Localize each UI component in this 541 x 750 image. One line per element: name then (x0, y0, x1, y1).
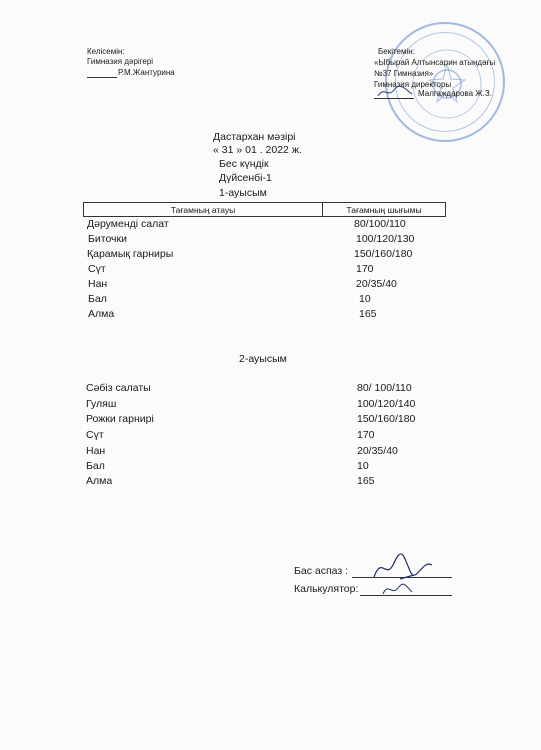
shift2-item-output: 10 (357, 460, 369, 472)
shift2-label: 2-ауысым (239, 353, 287, 365)
shift1-item-name: Қарамық гарниры (87, 248, 174, 260)
shift2-item-name: Алма (86, 475, 113, 487)
doctor-signature-line (87, 77, 117, 78)
shift1-item-name: Алма (88, 308, 115, 320)
menu-date: « 31 » 01 . 2022 ж. (213, 144, 302, 156)
menu-period: Бес күндік (219, 158, 269, 170)
doctor-position: Гимназия дәрігері (87, 57, 154, 66)
shift1-item-name: Нан (88, 278, 108, 290)
shift2-item-name: Гуляш (86, 398, 117, 410)
column-name-header: Тағамның атауы (84, 203, 323, 217)
shift1-item-output: 100/120/130 (356, 233, 415, 245)
shift1-item-output: 150/160/180 (354, 248, 413, 260)
agreed-label: Келісемін: (87, 47, 125, 56)
shift1-item-output: 20/35/40 (356, 278, 397, 290)
shift1-item-name: Биточки (88, 233, 127, 245)
column-output-header: Тағамның шығымы (323, 203, 446, 217)
menu-title: Дастархан мәзірі (213, 131, 296, 143)
shift1-item-output: 170 (356, 263, 374, 275)
school-line-1: «Ыбырай Алтынсарин атындағы (374, 58, 496, 67)
shift2-item-name: Нан (86, 445, 106, 457)
shift2-item-output: 165 (357, 475, 375, 487)
school-line-2: №37 Гимназия» (374, 69, 434, 78)
shift1-item-name: Сүт (88, 263, 106, 275)
director-position: Гимназия директоры (374, 80, 452, 89)
shift2-item-output: 150/160/180 (357, 413, 416, 425)
shift1-item-name: Бал (88, 293, 107, 305)
menu-day: Дүйсенбі-1 (219, 172, 272, 184)
shift2-item-name: Бал (86, 460, 105, 472)
shift2-item-name: Рожки гарнирі (86, 413, 154, 425)
chef-label: Бас аспаз : (294, 565, 349, 577)
shift2-item-output: 80/ 100/110 (357, 382, 412, 394)
shift1-item-name: Дәруменді салат (87, 218, 169, 230)
director-signature-icon (376, 84, 416, 100)
shift2-item-name: Сүт (86, 429, 104, 441)
menu-table-header (83, 202, 446, 217)
calculator-signature-icon (380, 580, 416, 598)
doctor-name: Р.М.Жантурина (118, 68, 175, 77)
shift2-item-name: Сәбіз салаты (86, 382, 151, 394)
shift1-item-output: 80/100/110 (354, 218, 406, 230)
shift2-item-output: 20/35/40 (357, 445, 398, 457)
shift1-item-output: 10 (359, 293, 371, 305)
approved-label: Бекітемін: (378, 47, 415, 56)
director-name: Малгаждарова Ж.З. (418, 89, 492, 98)
shift1-label: 1-ауысым (219, 187, 267, 199)
calculator-label: Калькулятор: (294, 583, 359, 595)
shift2-item-output: 100/120/140 (357, 398, 416, 410)
shift2-item-output: 170 (357, 429, 375, 441)
shift1-item-output: 165 (359, 308, 377, 320)
